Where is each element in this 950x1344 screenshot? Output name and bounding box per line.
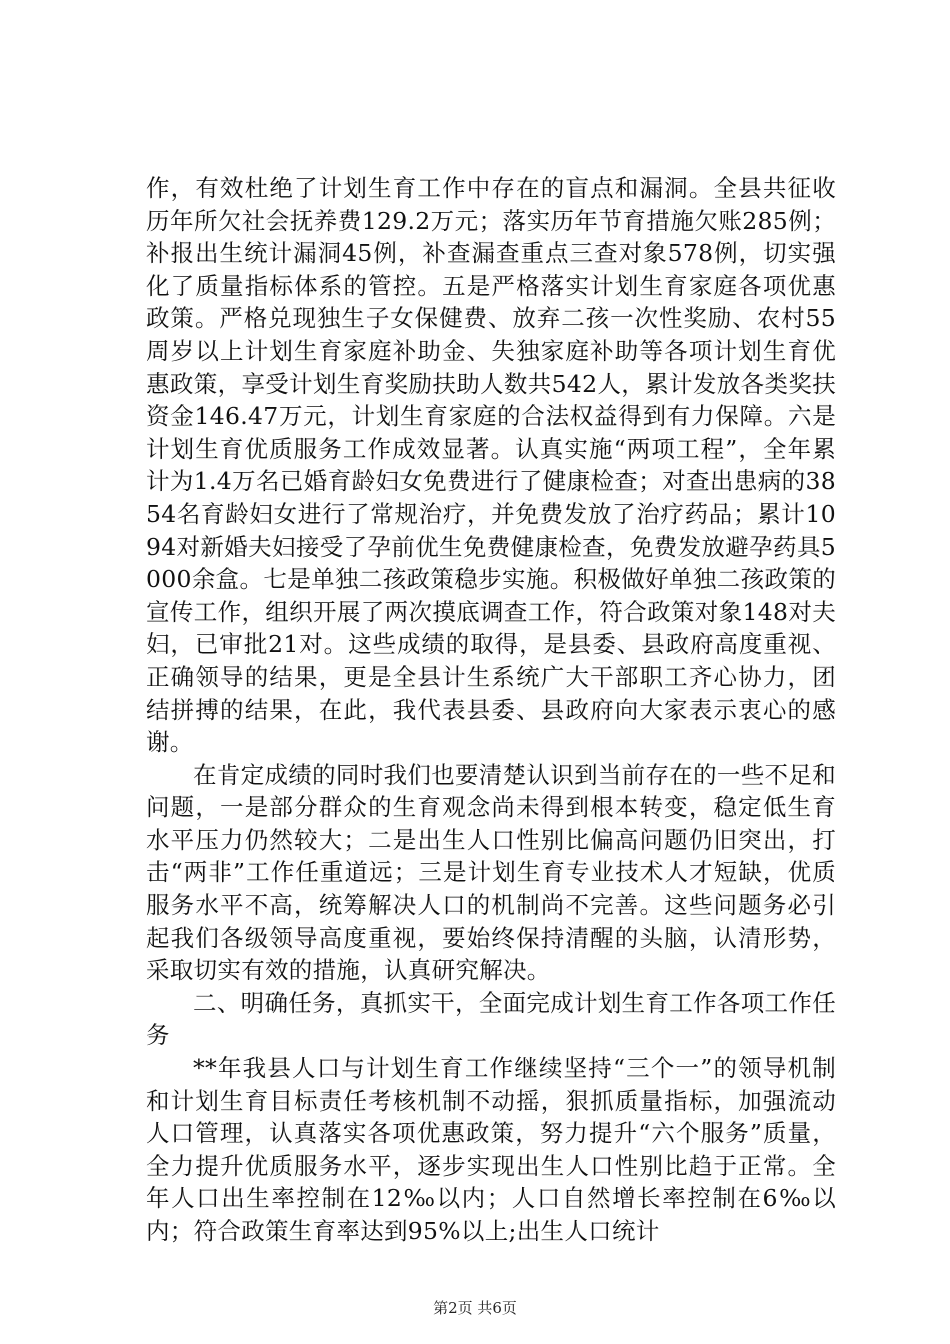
page-number-footer: 第2页 共6页 <box>433 1299 517 1317</box>
paragraph-achievements: 作，有效杜绝了计划生育工作中存在的盲点和漏洞。全县共征收历年所欠社会抚养费129.2万元；落实历年节育措施欠账285例；补报出生统计漏洞45例，补查漏查重点三查对象578例，切实强化了质量指标体系的管控。五是严格落实计划生育家庭各项优惠政策。严格兑现独生子女保健费、放弃二孩一次性奖励、农村55周岁以上计划生育家庭补助金、失独家庭补助等各项计划生育优惠政策，享受计划生育奖励扶助人数共542人，累计发放各类奖扶资金146.47万元，计划生育家庭的合法权益得到有力保障。六是计划生育优质服务工作成效显著。认真实施“两项工程”，全年累计为1.4万名已婚育龄妇女免费进行了健康检查；对查出患病的3854名育龄妇女进行了常规治疗，并免费发放了治疗药品；累计1094对新婚夫妇接受了孕前优生免费健康检查，免费发放避孕药具5000余盒。七是单独二孩政策稳步实施。积极做好单独二孩政策的宣传工作，组织开展了两次摸底调查工作，符合政策对象148对夫妇，已审批21对。这些成绩的取得，是县委、县政府高度重视、正确领导的结果，更是全县计生系统广大干部职工齐心协力，团结拼搏的结果，在此，我代表县委、县政府向大家表示衷心的感谢。 <box>146 174 836 757</box>
section-heading-tasks: 二、明确任务，真抓实干，全面完成计划生育工作各项工作任务 <box>146 988 836 1050</box>
document-body <box>146 172 836 1248</box>
paragraph-targets: **年我县人口与计划生育工作继续坚持“三个一”的领导机制和计划生育目标责任考核机制不动摇，狠抓质量指标，加强流动人口管理，认真落实各项优惠政策，努力提升“六个服务”质量，全力提升优质服务水平，逐步实现出生人口性别比趋于正常。全年人口出生率控制在12‰以内；人口自然增长率控制在6‰以内；符合政策生育率达到95%以上;出生人口统计 <box>146 1054 836 1245</box>
paragraph-problems: 在肯定成绩的同时我们也要清楚认识到当前存在的一些不足和问题，一是部分群众的生育观念尚未得到根本转变，稳定低生育水平压力仍然较大；二是出生人口性别比偏高问题仍旧突出，打击“两非”工作任重道远；三是计划生育专业技术人才短缺，优质服务水平不高，统筹解决人口的机制尚不完善。这些问题务必引起我们各级领导高度重视，要始终保持清醒的头脑，认清形势，采取切实有效的措施，认真研究解决。 <box>146 760 836 985</box>
